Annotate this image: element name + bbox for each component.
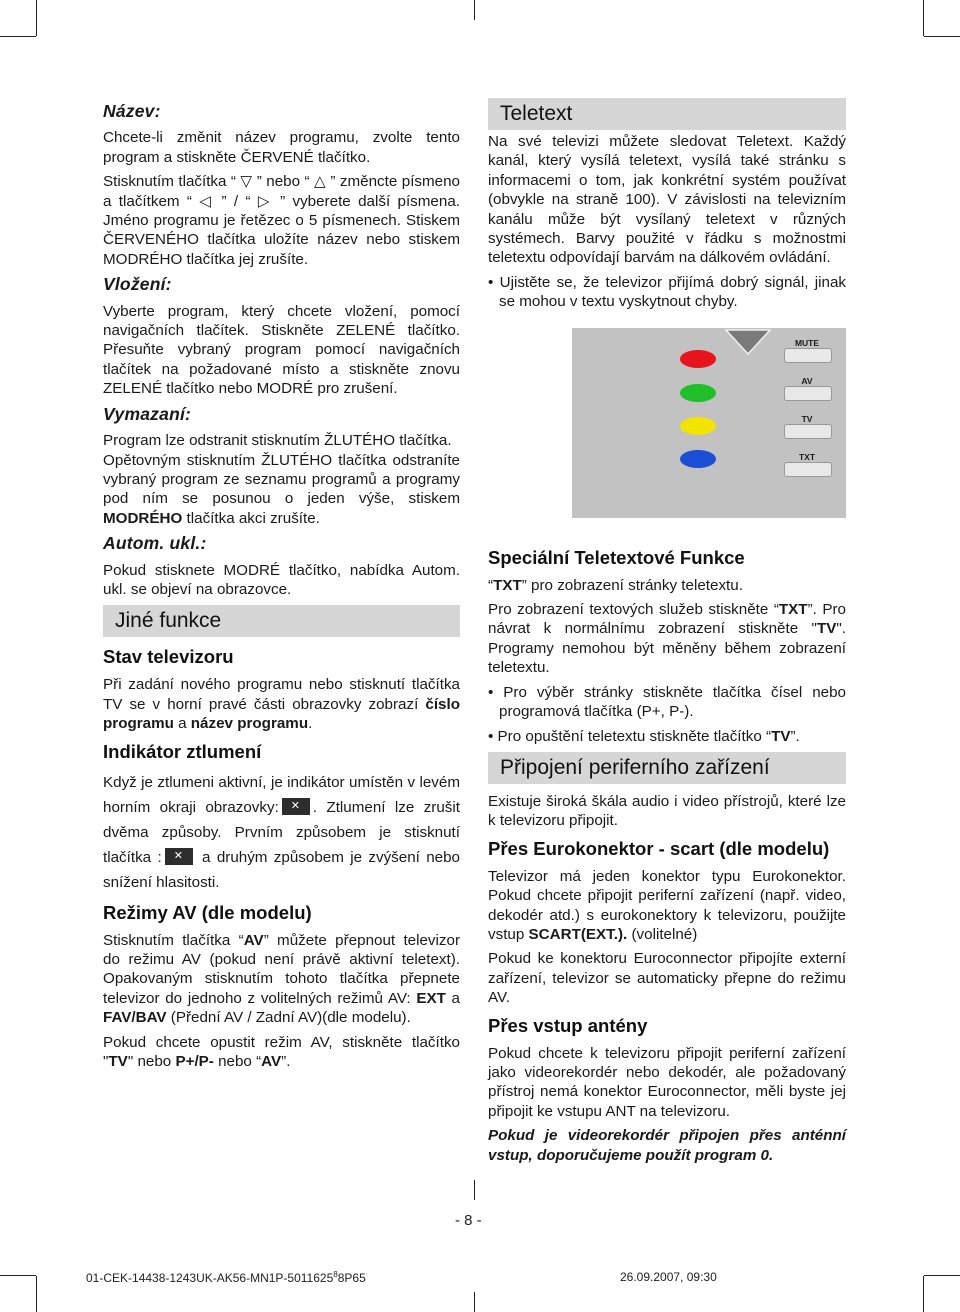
text-span: Při zadání nového programu nebo stisknutí tlačítka TV se v horní pravé části obrazovky zobrazí [103,676,460,713]
text-span: Stisknutím tlačítka “ [103,931,244,949]
specialni-bullet-1: • Pro výběr stránky stiskněte tlačítka čísel nebo programová tlačítka (P+, P-). [488,683,846,721]
crop-mark [36,0,37,36]
file-code [86,1270,366,1285]
text-span: tlačítka akci zrušíte. [182,509,320,527]
specialni-paragraph-2 [488,600,846,678]
text-span: ” můžete přepnout televizor do režimu AV (pokud není právě aktivní teletext). Opakovaným stisknutím tohoto tlačítka přepnete televizor do jednoho z volitelných režimů AV: [103,931,460,1007]
text-span: Pro zobrazení textových služeb stiskněte “ [488,601,779,619]
text-span: 8P65 [337,1271,366,1285]
text-span: (volitelné) [627,925,698,943]
nazev-paragraph-2: Stisknutím tlačítka “ ▽ ” nebo “ △ ” změncte písmeno a tlačítkem “ ◁ ” / “ ▷ ” vyberete další písmena. Jméno programu je řetězec o 5 písmenech. Stiskem ČERVENÉHO tlačítka uložíte název nebo stiskem MODRÉHO tlačítka jej zrušíte. [103,173,460,268]
bold-text: SCART(EXT.). [528,925,628,943]
indikator-paragraph [103,770,460,895]
bold-text: TXT [778,601,808,619]
text-span: 01-CEK-14438-1243UK-AK56-MN1P-5011625 [86,1271,334,1285]
txt-key [784,462,832,477]
text-span: Když je ztlumeni aktivní, je indikátor umístěn v levém horním okraji obrazovky: [103,773,460,816]
text-span: . [308,715,313,733]
text-span: " nebo [127,1053,176,1070]
specialni-heading: Speciální Teletextové Funkce [488,546,745,568]
bold-text: TXT [493,576,522,594]
teletext-heading: Teletext [488,98,846,130]
jine-funkce-heading: Jiné funkce [103,605,460,637]
crop-mark [924,1275,960,1276]
vymazani-heading: Vymazaní: [103,403,192,424]
anteny-heading: Přes vstup antény [488,1014,648,1036]
text-span: 8 [333,1270,338,1279]
specialni-bullet-2 [488,727,846,746]
bold-text: TV [771,727,791,745]
nazev-heading: Název: [103,101,161,121]
vymazani-paragraph-1: Program lze odstranit stisknutím ŽLUTÉHO tlačítka. [103,432,452,450]
mute-key [784,348,832,363]
remote-control-illustration [572,328,846,518]
crop-mark [0,1275,36,1276]
vlozeni-paragraph: Vyberte program, který chcete vložení, pomocí navigačních tlačítek. Stiskněte ZELENÉ tlačítko. Přesuňte vybraný program pomocí navigačních tlačítek na požadované místo a stiskněte znovu ZELENÉ tlačítko nebo MODRÉ pro zrušení. [103,302,460,398]
text-span: nebo “ [213,1053,262,1070]
av-key-label: AV [801,375,813,386]
bold-text: AV [261,1053,282,1070]
rezimy-heading: Režimy AV (dle modelu) [103,901,312,923]
bold-text: FAV/BAV [103,1009,167,1027]
text-span: ”. [281,1053,291,1070]
vymazani-paragraph-2 [103,451,460,529]
text-span: ”. [790,727,800,745]
stav-heading: Stav televizoru [103,646,234,668]
autom-heading: Autom. ukl.: [103,533,207,554]
crop-mark [0,36,36,37]
crop-mark [924,36,960,37]
av-key [784,386,832,401]
text-span: • Pro opuštění teletextu stiskněte tlačítko “ [488,727,772,745]
text-span: “ [488,576,494,594]
nazev-paragraph-1: Chcete-li změnit název programu, zvolte tento program a stiskněte ČERVENÉ tlačítko. [103,129,460,166]
crop-mark [923,1276,924,1312]
anteny-paragraph-1: Pokud chcete k televizoru připojit periferní zařízení jako videorekordér nebo dekodér, ale požadovaný přístroj nemá konektor Euroconnector, měli byste jej připojit ke vstupu ANT na televizoru. [488,1044,846,1120]
bold-text: TV [816,620,837,638]
bold-text: TV [108,1053,128,1070]
euro-paragraph-2: Pokud ke konektoru Euroconnector připojíte externí zařízení, televizor se automaticky přepne do režimu AV. [488,950,846,1007]
rezimy-paragraph-1 [103,931,460,1028]
mute-button-icon [165,848,193,865]
tv-key-label: TV [801,413,813,424]
mute-key-label: MUTE [794,337,820,348]
text-span: Opětovným stisknutím ŽLUTÉHO tlačítka odstraníte vybraný program ze seznamu programů a programy pod ním se posunou o jeden výše, stiskem [103,451,460,508]
crop-mark [474,1292,475,1312]
red-button [680,350,716,368]
text-span: a [445,989,460,1007]
txt-key-label: TXT [798,451,816,462]
bold-text: P+/P- [175,1053,214,1070]
text-span: Televizor má jeden konektor typu Eurokonektor. Pokud chcete připojit periferní zařízení (např. video, dekodér atd.) s eurokonektory k televizoru, použijte vstup [488,867,846,943]
crop-mark [474,0,475,20]
anteny-paragraph-2: Pokud je videorekordér připojen přes anténní vstup, doporučujeme použít program 0. [488,1127,846,1164]
text-span: a druhým způsobem je zvýšení nebo snížení hlasitosti. [103,848,460,891]
text-span: (Přední AV / Zadní AV)(dle modelu). [166,1009,411,1027]
autom-paragraph: Pokud stisknete MODRÉ tlačítko, nabídka Autom. ukl. se objeví na obrazovce. [103,561,460,598]
yellow-button [680,417,716,435]
specialni-paragraph-1 [488,576,846,595]
crop-mark [923,0,924,36]
mute-indicator-icon [282,798,310,815]
stav-paragraph [103,675,460,733]
bold-text: EXT [416,989,446,1007]
text-span: . Ztlumení lze zrušit dvěma způsoby. Prvním způsobem je stisknutí tlačítka : [103,798,460,866]
bold-text: MODRÉHO [103,509,183,527]
pripojeni-paragraph: Existuje široká škála audio i video přístrojů, které lze k televizoru připojit. [488,792,846,830]
green-button [680,384,716,402]
vlozeni-heading: Vložení: [103,274,172,295]
euro-heading: Přes Eurokonektor - scart (dle modelu) [488,837,830,859]
teletext-paragraph: Na své televizi můžete sledovat Teletext. Každý kanál, který vysílá teletext, vysílá také stránku s informacemi o tom, jak konkrétní systém používat (obvykle na straně 100). V závislosti na televizním kanálu může být vysílaný teletext v různých systémech. Barvy použité v řádku s možnostmi teletextu odpovídají barvám na dálkovém ovládání. [488,133,846,267]
bold-text: číslo programu [103,695,460,733]
timestamp: 26.09.2007, 09:30 [620,1270,717,1284]
rezimy-paragraph-2 [103,1033,460,1072]
euro-paragraph-1 [488,867,846,945]
right-column [488,96,846,1170]
crop-mark [36,1276,37,1312]
teletext-bullet: • Ujistěte se, že televizor přijímá dobrý signál, jinak se mohou v textu vyskytnout chyby. [488,273,846,311]
bold-text: AV [243,931,264,949]
left-column [103,96,460,1076]
pripojeni-heading: Připojení periferního zařízení [488,752,846,784]
crop-mark [474,1180,475,1200]
text-span: Pokud chcete opustit režim AV, stiskněte tlačítko " [103,1033,460,1070]
text-span: a [173,715,191,733]
text-span: ” pro zobrazení stránky teletextu. [521,576,743,594]
page-number: - 8 - [455,1212,482,1229]
indikator-heading: Indikátor ztlumení [103,740,262,762]
text-span: ”. Pro návrat k normálnímu zobrazení stiskněte " [488,601,846,638]
text-span: ". Programy nemohou být měněny během zobrazení teletextu. [488,620,846,677]
tv-key [784,424,832,439]
blue-button [680,450,716,468]
bold-text: název programu [190,715,309,733]
